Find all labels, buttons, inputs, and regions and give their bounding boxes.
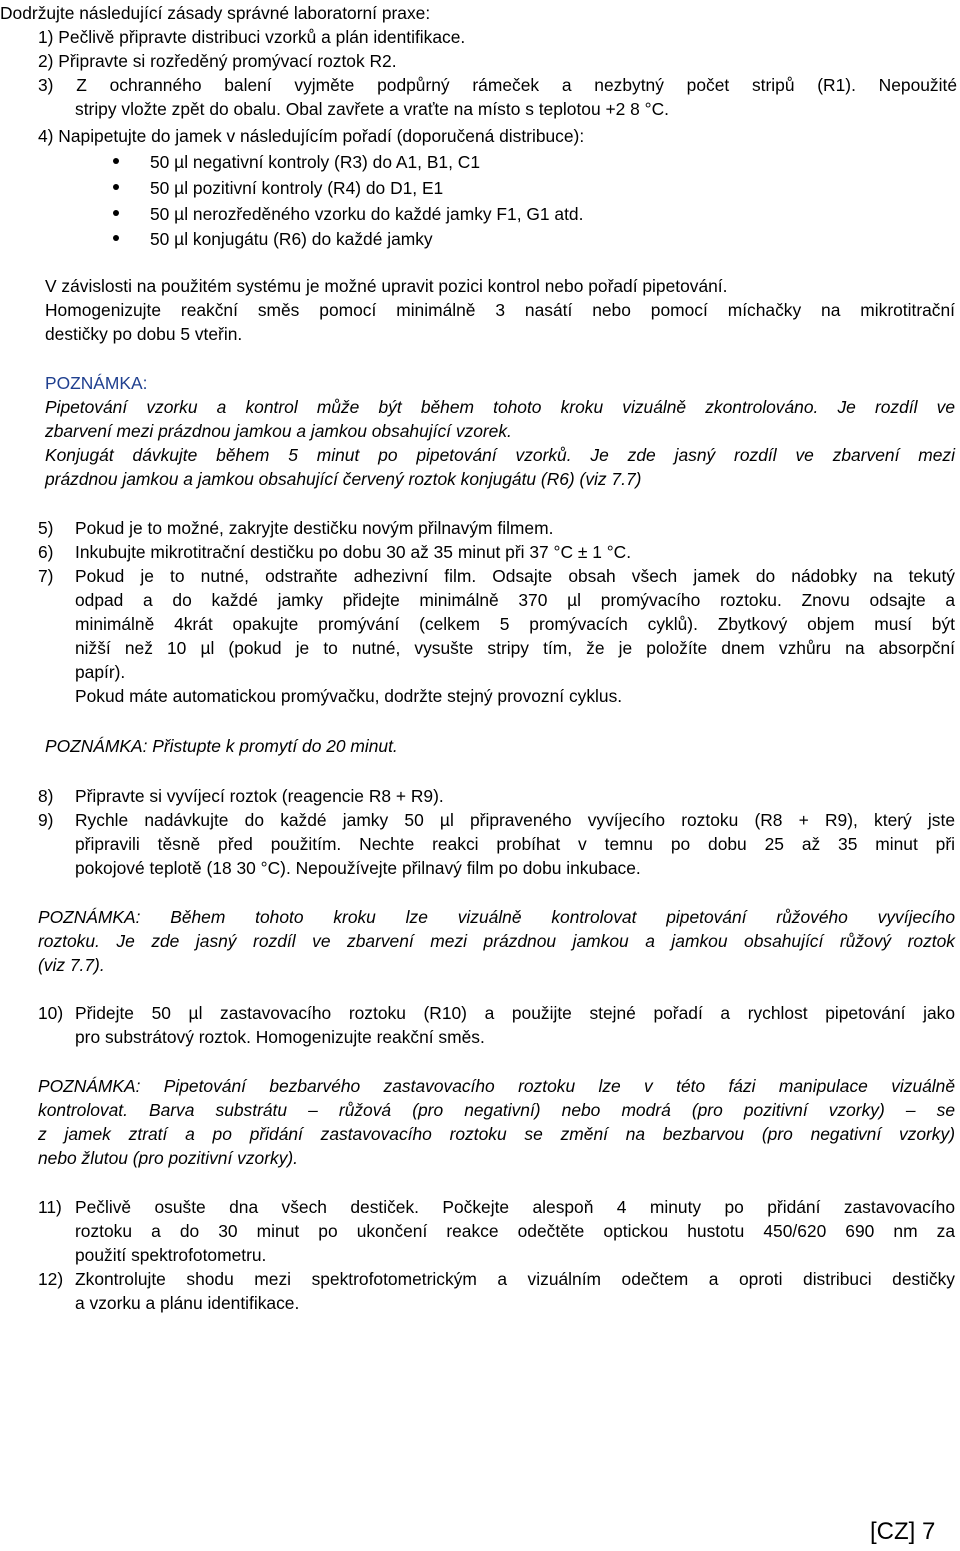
step-7-line: nižší než 10 µl (pokud je to nutné, vysušte stripy tím, že je položíte dnem vzhůru na absorpční <box>75 638 955 658</box>
step-12-line: a vzorku a plánu identifikace. <box>75 1293 300 1313</box>
step-10-line: Přidejte 50 µl zastavovacího roztoku (R10) a použijte stejné pořadí a rychlost pipetování jako <box>75 1003 955 1023</box>
step-7-line: Pokud je to nutné, odstraňte adhezivní film. Odsajte obsah všech jamek do nádobky na tekutý <box>75 566 955 586</box>
paragraph-line: destičky po dobu 5 vteřin. <box>45 324 243 344</box>
step-number: 5) <box>38 518 54 538</box>
step-number: 12) <box>38 1269 64 1289</box>
list-item: 50 µl nerozředěného vzorku do každé jamky F1, G1 atd. <box>150 204 584 224</box>
note-line: roztoku. Je zde jasný rozdíl ve zbarvení mezi prázdnou jamkou a jamkou obsahující růžový roztok <box>38 931 955 951</box>
note-label: POZNÁMKA: <box>45 373 148 393</box>
step-3-line-2: stripy vložte zpět do obalu. Obal zavřete a vraťte na místo s teplotou +2 8 °C. <box>75 99 669 119</box>
step-7-line: papír). <box>75 662 126 682</box>
step-11-line: roztoku a do 30 minut po ukončení reakce odečtěte optickou hustotu 450/620 690 nm za <box>75 1221 955 1241</box>
note-line: z jamek ztratí a po přidání zastavovacího roztoku se změní na bezbarvou (pro negativní vzorky) <box>38 1124 955 1144</box>
note-line: POZNÁMKA: Přistupte k promytí do 20 minut. <box>45 736 398 756</box>
step-number: 7) <box>38 566 54 586</box>
note-line: POZNÁMKA: Během tohoto kroku lze vizuálně kontrolovat pipetování růžového vyvíjecího <box>38 907 955 927</box>
step-12-line: Zkontrolujte shodu mezi spektrofotometrickým a vizuálním odečtem a oproti distribuci destičky <box>75 1269 955 1289</box>
step-10-line: pro substrátový roztok. Homogenizujte reakční směs. <box>75 1027 485 1047</box>
step-2: 2) Připravte si rozředěný promývací roztok R2. <box>38 51 397 71</box>
paragraph-line: V závislosti na použitém systému je možné upravit pozici kontrol nebo pořadí pipetování. <box>45 276 728 296</box>
step-7-line: minimálně 4krát opakujte promývání (celkem 5 promývacích cyklů). Zbytkový objem musí být <box>75 614 955 634</box>
step-number: 6) <box>38 542 54 562</box>
step-8: Připravte si vyvíjecí roztok (reagencie R8 + R9). <box>75 786 444 806</box>
paragraph-line: Homogenizujte reakční směs pomocí minimálně 3 nasátí nebo pomocí míchačky na mikrotitrační <box>45 300 955 320</box>
note-line: Konjugát dávkujte během 5 minut po pipetování vzorků. Je zde jasný rozdíl ve zbarvení mezi <box>45 445 955 465</box>
step-7-line: odpad a do každé jamky přidejte minimálně 370 µl promývacího roztoku. Znovu odsajte a <box>75 590 955 610</box>
step-number: 10) <box>38 1003 64 1023</box>
bullet-icon <box>113 158 119 164</box>
step-9-line: pokojové teplotě (18 30 °C). Nepoužívejte přilnavý film po dobu inkubace. <box>75 858 641 878</box>
step-7-line: Pokud máte automatickou promývačku, dodržte stejný provozní cyklus. <box>75 686 623 706</box>
note-line: Pipetování vzorku a kontrol může být během tohoto kroku vizuálně zkontrolováno. Je rozdíl ve <box>45 397 955 417</box>
step-1: 1) Pečlivě připravte distribuci vzorků a plán identifikace. <box>38 27 466 47</box>
step-number: 11) <box>38 1197 62 1217</box>
step-number: 8) <box>38 786 54 806</box>
list-item: 50 µl pozitivní kontroly (R4) do D1, E1 <box>150 178 444 198</box>
procedure-heading: Dodržujte následující zásady správné laboratorní praxe: <box>0 3 431 23</box>
step-11-line: použití spektrofotometru. <box>75 1245 267 1265</box>
step-5: Pokud je to možné, zakryjte destičku novým přilnavým filmem. <box>75 518 554 538</box>
page-number: [CZ] 7 <box>870 1518 936 1545</box>
step-3-line-1: 3) Z ochranného balení vyjměte podpůrný rámeček a nezbytný počet stripů (R1). Nepoužité <box>38 75 957 95</box>
step-9-line: připravili těsně před použitím. Nechte reakci probíhat v temnu po dobu 25 až 35 minut při <box>75 834 955 854</box>
step-number: 9) <box>38 810 54 830</box>
note-line: zbarvení mezi prázdnou jamkou a jamkou obsahující vzorek. <box>45 421 512 441</box>
bullet-icon <box>113 210 119 216</box>
step-9-line: Rychle nadávkujte do každé jamky 50 µl připraveného vyvíjecího roztoku (R8 + R9), který jste <box>75 810 955 830</box>
note-line: nebo žlutou (pro pozitivní vzorky). <box>38 1148 299 1168</box>
step-11-line: Pečlivě osušte dna všech destiček. Počkejte alespoň 4 minuty po přidání zastavovacího <box>75 1197 955 1217</box>
note-line: (viz 7.7). <box>38 955 105 975</box>
bullet-icon <box>113 184 119 190</box>
step-6: Inkubujte mikrotitrační destičku po dobu 30 až 35 minut při 37 °C ± 1 °C. <box>75 542 632 562</box>
bullet-icon <box>113 235 119 241</box>
list-item: 50 µl konjugátu (R6) do každé jamky <box>150 229 433 249</box>
list-item: 50 µl negativní kontroly (R3) do A1, B1, C1 <box>150 152 480 172</box>
step-4: 4) Napipetujte do jamek v následujícím pořadí (doporučená distribuce): <box>38 126 585 146</box>
note-line: prázdnou jamkou a jamkou obsahující červený roztok konjugátu (R6) (viz 7.7) <box>45 469 642 489</box>
note-line: kontrolovat. Barva substrátu – růžová (pro negativní) nebo modrá (pro pozitivní vzorky) – se <box>38 1100 955 1120</box>
note-line: POZNÁMKA: Pipetování bezbarvého zastavovacího roztoku lze v této fázi manipulace vizuálně <box>38 1076 955 1096</box>
